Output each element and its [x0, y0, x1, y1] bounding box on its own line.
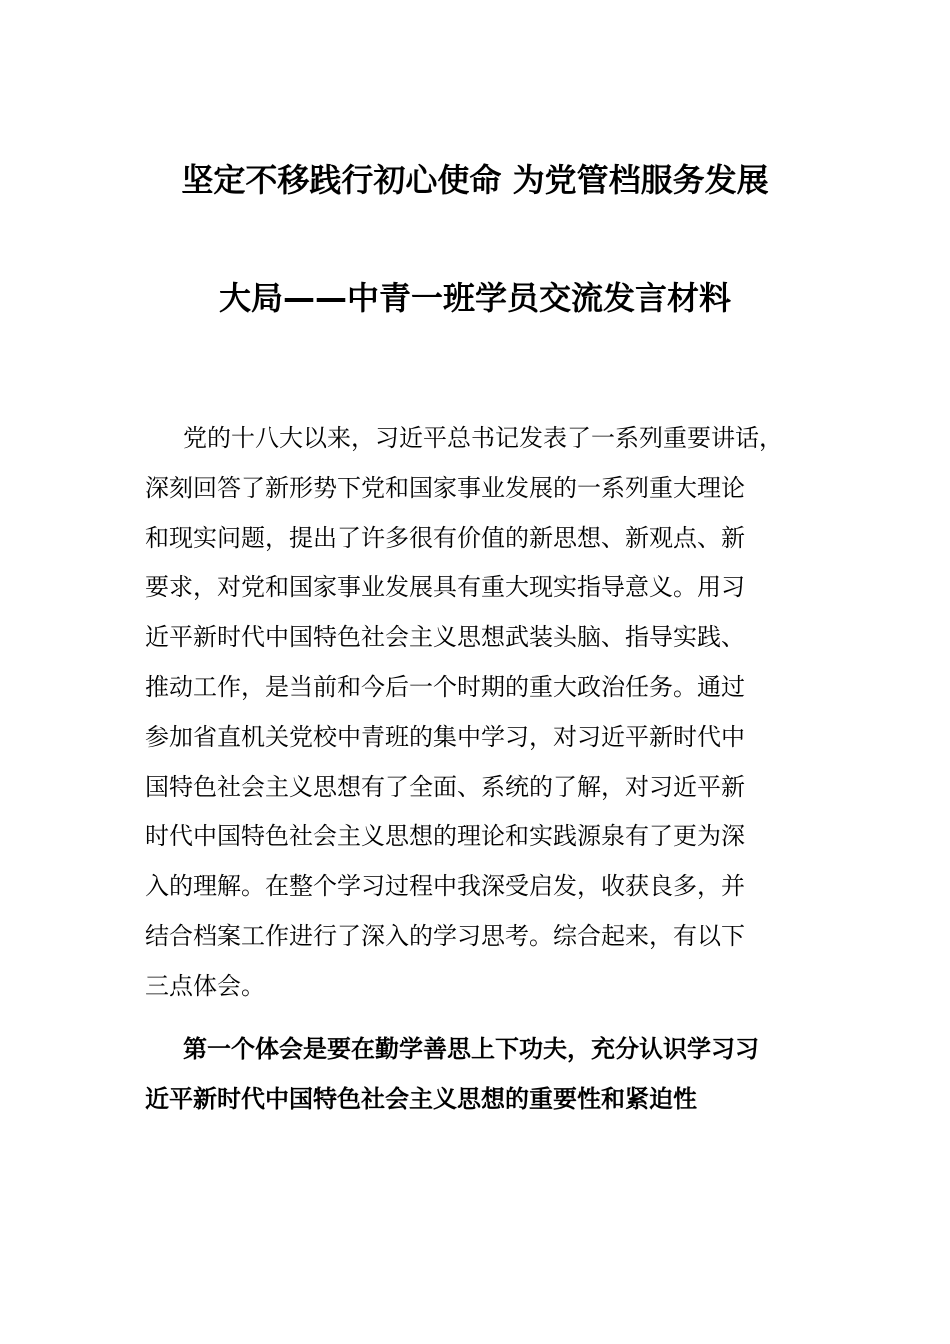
paragraph-line: 和现实问题，提出了许多很有价值的新思想、新观点、新 [145, 523, 745, 552]
paragraph-line: 三点体会。 [145, 971, 265, 1000]
paragraph-line: 时代中国特色社会主义思想的理论和实践源泉有了更为深 [145, 822, 745, 851]
paragraph-line: 推动工作，是当前和今后一个时期的重大政治任务。通过 [145, 672, 745, 701]
paragraph-line: 结合档案工作进行了深入的学习思考。综合起来，有以下 [145, 921, 745, 950]
paragraph-line: 参加省直机关党校中青班的集中学习，对习近平新时代中 [145, 722, 745, 751]
paragraph-line: 要求，对党和国家事业发展具有重大现实指导意义。用习 [145, 573, 745, 602]
heading-line: 近平新时代中国特色社会主义思想的重要性和紧迫性 [145, 1084, 697, 1113]
paragraph-line: 深刻回答了新形势下党和国家事业发展的一系列重大理论 [145, 473, 745, 502]
section-heading-1 [145, 1025, 810, 1125]
paragraph-line: 入的理解。在整个学习过程中我深受启发，收获良多，并 [145, 872, 745, 901]
paragraph-line: 近平新时代中国特色社会主义思想武装头脑、指导实践、 [145, 623, 745, 652]
document-title-line-2: 大局——中青一班学员交流发言材料 [218, 279, 731, 317]
paragraph-line: 党的十八大以来，习近平总书记发表了一系列重要讲话， [183, 424, 783, 452]
intro-paragraph [145, 414, 810, 1012]
document-title-line-1: 坚定不移践行初心使命 为党管档服务发展 [181, 161, 769, 199]
paragraph-line: 国特色社会主义思想有了全面、系统的了解，对习近平新 [145, 772, 745, 801]
heading-line: 第一个体会是要在勤学善思上下功夫，充分认识学习习 [183, 1035, 759, 1063]
